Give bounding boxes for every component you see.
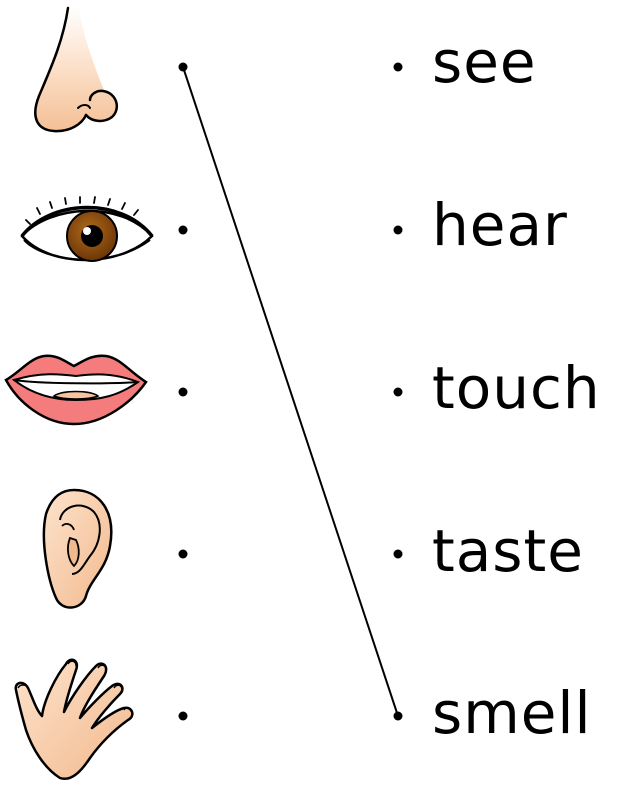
right-dot-see[interactable] bbox=[394, 63, 403, 72]
left-dot-eye[interactable] bbox=[179, 226, 188, 235]
match-line-nose-smell bbox=[183, 67, 398, 716]
left-dot-lips[interactable] bbox=[179, 388, 188, 397]
left-dot-hand[interactable] bbox=[179, 712, 188, 721]
ear-icon bbox=[44, 490, 111, 608]
hand-icon bbox=[16, 660, 133, 779]
right-dot-touch[interactable] bbox=[394, 388, 403, 397]
eye-icon bbox=[22, 197, 152, 261]
word-see: see bbox=[432, 28, 537, 96]
nose-icon bbox=[34, 6, 117, 132]
word-smell: smell bbox=[432, 679, 592, 747]
right-dot-hear[interactable] bbox=[394, 226, 403, 235]
word-taste: taste bbox=[432, 517, 584, 585]
left-dot-ear[interactable] bbox=[179, 550, 188, 559]
lips-icon bbox=[6, 356, 146, 424]
word-touch: touch bbox=[432, 354, 601, 422]
right-dot-taste[interactable] bbox=[394, 550, 403, 559]
word-hear: hear bbox=[432, 191, 568, 259]
